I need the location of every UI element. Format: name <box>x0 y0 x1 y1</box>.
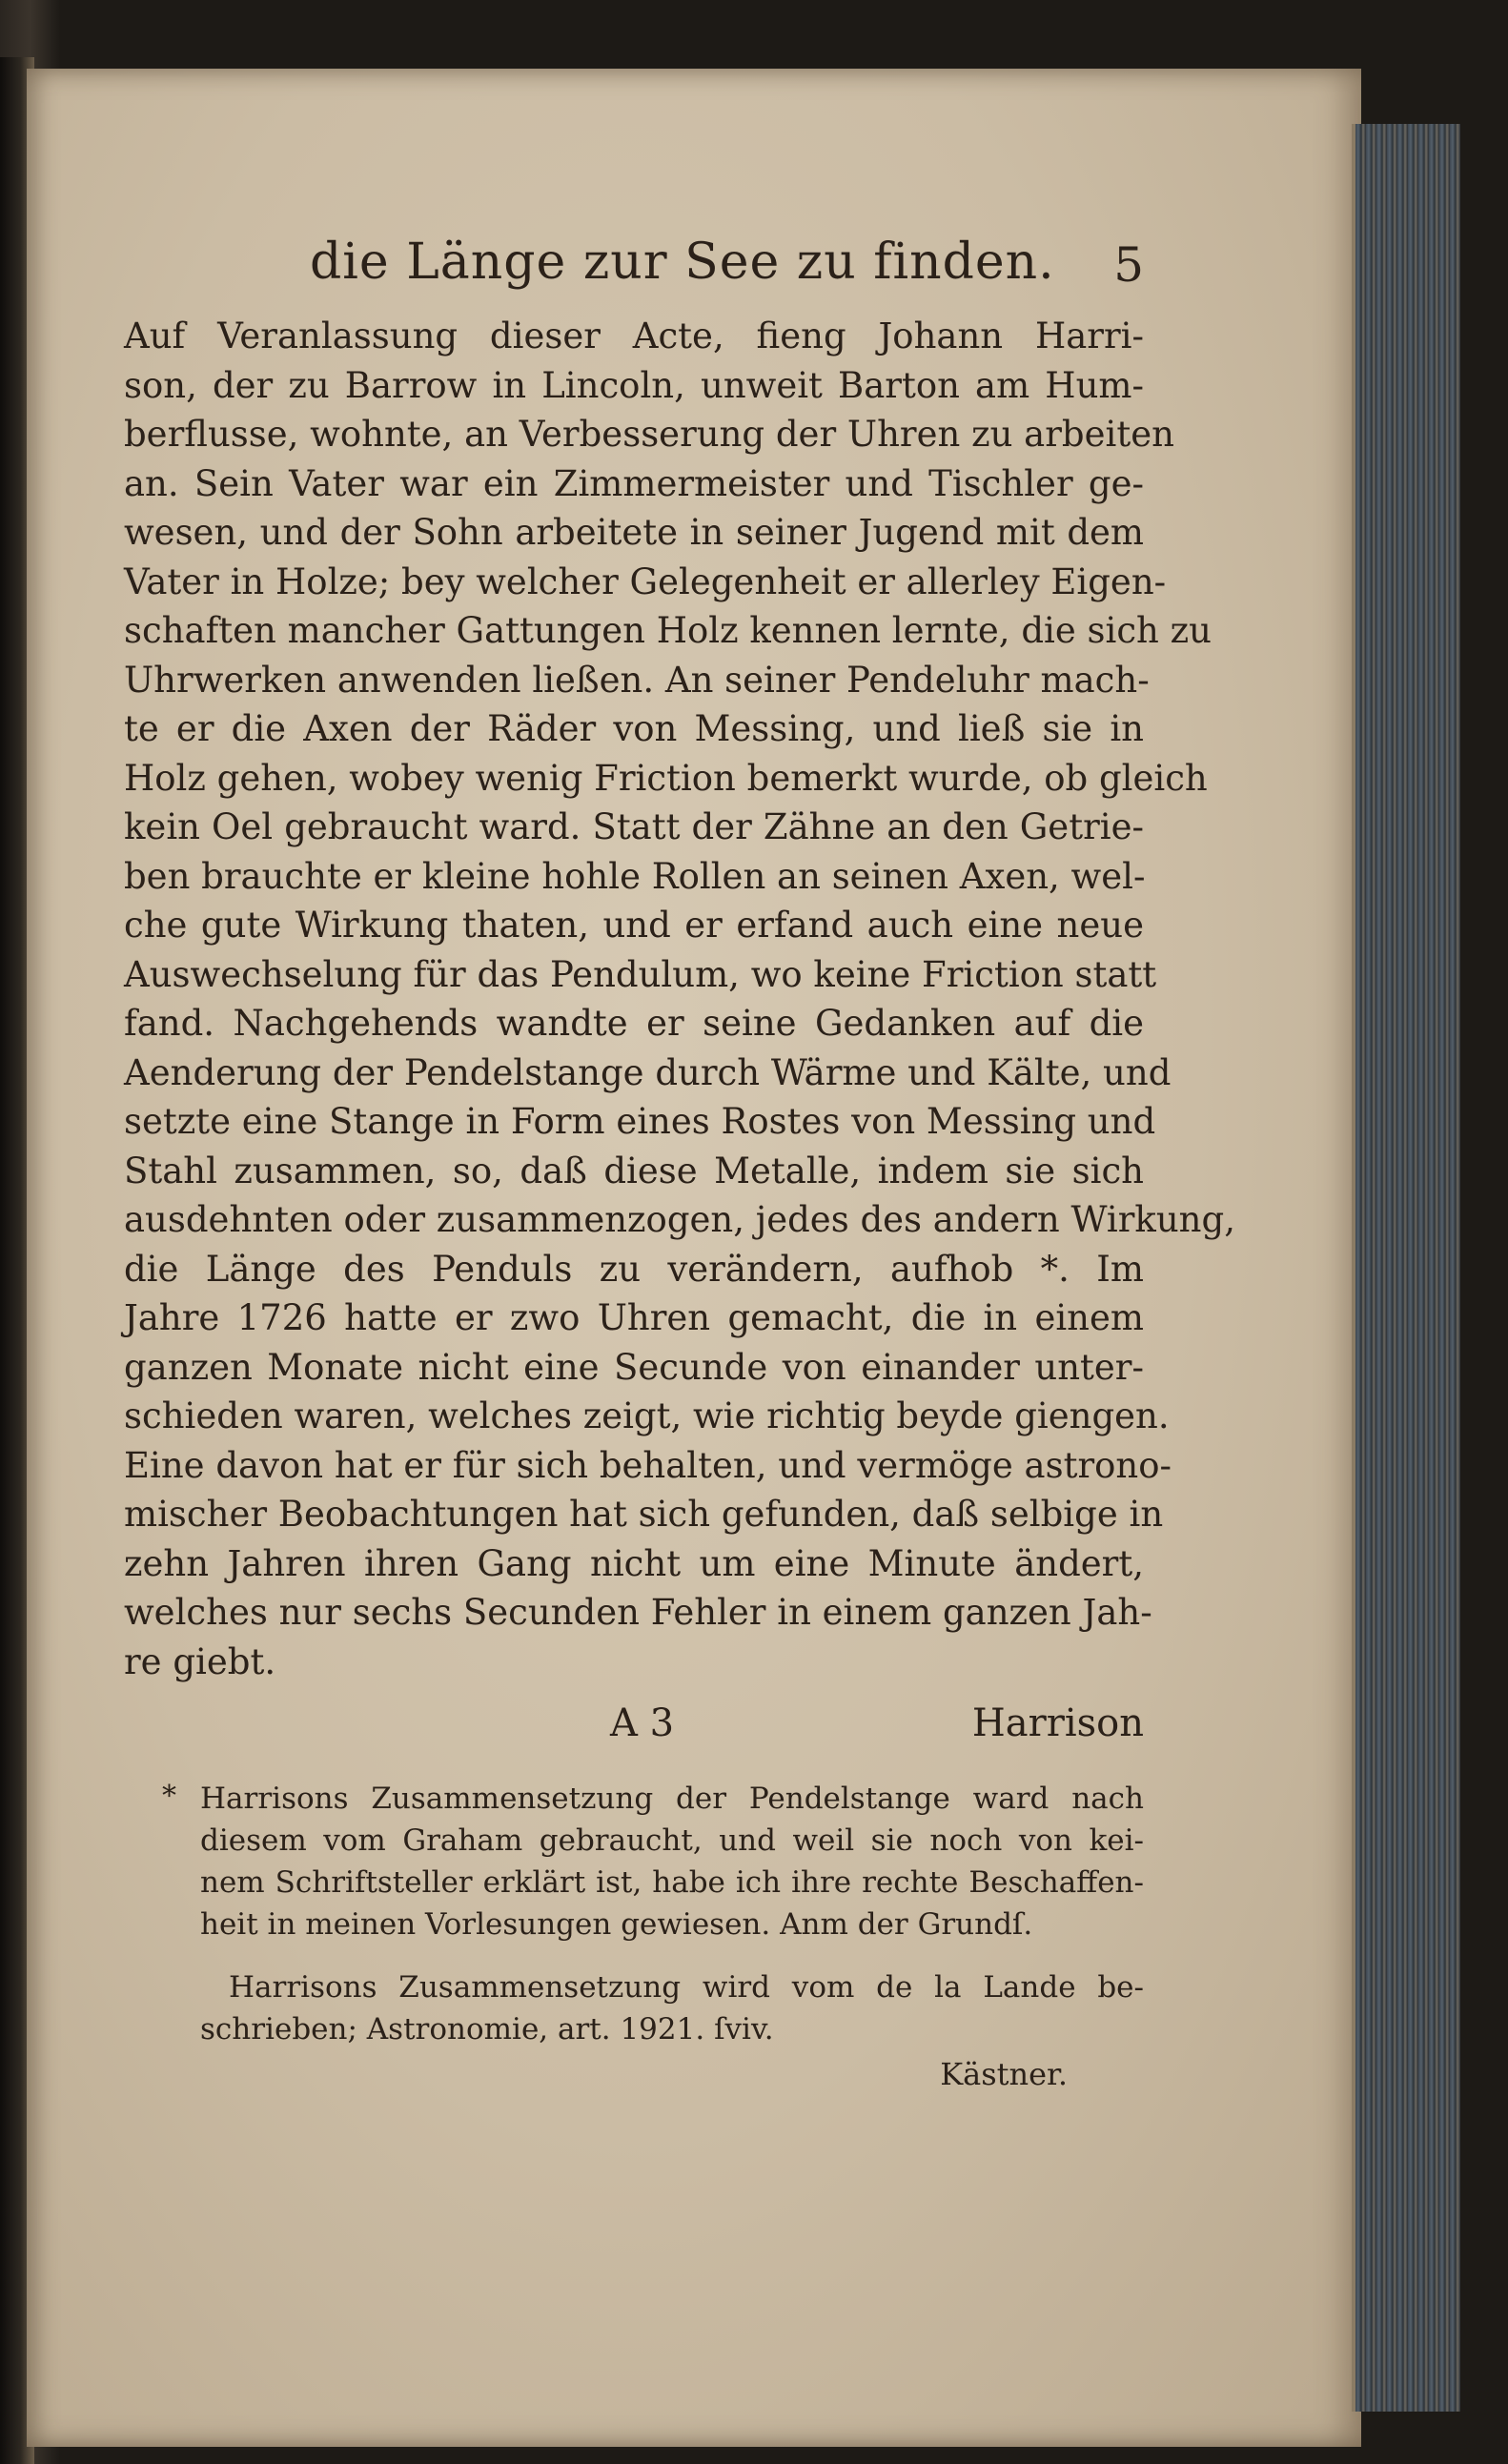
body-line: Jahre 1726 hatte er zwo Uhren gemacht, die in einem <box>124 1297 1144 1338</box>
body-line: Aenderung der Pendelstange durch Wärme und Kälte, und <box>124 1051 1172 1093</box>
body-line: schaften mancher Gattungen Holz kennen lernte, die sich zu <box>124 610 1212 651</box>
signature-mark: A 3 <box>610 1701 675 1745</box>
body-line: zehn Jahren ihren Gang nicht um eine Minute ändert, <box>124 1542 1144 1584</box>
page-number: 5 <box>1113 237 1144 293</box>
page-text-block <box>124 234 1235 2098</box>
body-line: Stahl zusammen, so, daß diese Metalle, indem sie sich <box>124 1150 1144 1191</box>
body-line: Auswechselung für das Pendulum, wo keine Friction statt <box>124 953 1157 995</box>
body-line: setzte eine Stange in Form eines Rostes von Messing und <box>124 1101 1156 1142</box>
body-line: mischer Beobachtungen hat sich gefunden, daß selbige in <box>124 1494 1164 1535</box>
body-line: Eine davon hat er für sich behalten, und vermöge astrono- <box>124 1444 1172 1486</box>
footnote-addendum <box>172 1966 1144 2098</box>
body-line: Uhrwerken anwenden ließen. An seiner Pendeluhr mach- <box>124 659 1150 701</box>
body-text <box>124 312 1235 1686</box>
running-head: die Länge zur See zu finden. <box>310 234 1055 291</box>
body-line: kein Oel gebraucht ward. Statt der Zähne an den Getrie- <box>124 806 1144 847</box>
body-line: die Länge des Penduls zu verändern, aufhob *. Im <box>124 1248 1144 1290</box>
footnote-line: Harrisons Zusammensetzung wird vom de la Lande be- <box>229 1970 1144 2005</box>
page-header <box>124 234 1144 312</box>
footnote-line: diesem vom Graham gebraucht, und weil sie noch von kei- <box>200 1823 1144 1858</box>
body-line: re giebt. <box>124 1640 276 1682</box>
body-line: wesen, und der Sohn arbeitete in seiner Jugend mit dem <box>124 512 1144 553</box>
footnote-signature: Kästner. <box>940 2056 1068 2092</box>
body-line: an. Sein Vater war ein Zimmermeister und Tischler ge- <box>124 462 1144 504</box>
footnote-line: nem Schriftsteller erklärt ist, habe ich ihre rechte Beschaffen- <box>200 1865 1144 1900</box>
body-line: son, der zu Barrow in Lincoln, unweit Barton am Hum- <box>124 364 1144 406</box>
body-line: Auf Veranlassung dieser Acte, fieng Johann Harri- <box>124 316 1144 356</box>
page-edges-right <box>1352 124 1460 2412</box>
footnote-line: heit in meinen Vorlesungen gewiesen. Anm der Grundſ. <box>200 1907 1033 1942</box>
body-line: welches nur sechs Secunden Fehler in einem ganzen Jah- <box>124 1592 1152 1633</box>
page-footer <box>124 1692 1144 1759</box>
body-line: ben brauchte er kleine hohle Rollen an seinen Axen, wel- <box>124 855 1146 897</box>
body-line: che gute Wirkung thaten, und er erfand auch eine neue <box>124 905 1144 946</box>
footnote-line: Harrisons Zusammensetzung der Pendelstange ward nach <box>200 1782 1144 1816</box>
body-line: Holz gehen, wobey wenig Friction bemerkt wurde, ob gleich <box>124 757 1208 799</box>
body-line: te er die Axen der Räder von Messing, und ließ sie in <box>124 708 1144 749</box>
footnote-line: schrieben; Astronomie, art. 1921. ſviv. <box>200 2012 774 2047</box>
body-line: Vater in Holze; bey welcher Gelegenheit er allerley Eigen- <box>124 560 1167 602</box>
body-line: berflusse, wohnte, an Verbesserung der Uhren zu arbeiten <box>124 414 1174 455</box>
footnote-marker: * <box>162 1780 176 1813</box>
catchword: Harrison <box>971 1701 1144 1745</box>
body-line: fand. Nachgehends wandte er seine Gedanken auf die <box>124 1003 1144 1044</box>
body-line: schieden waren, welches zeigt, wie richtig beyde giengen. <box>124 1395 1170 1436</box>
footnote <box>162 1778 1144 1945</box>
body-line: ausdehnten oder zusammenzogen, jedes des andern Wirkung, <box>124 1199 1235 1240</box>
footnotes <box>124 1778 1144 2098</box>
body-line: ganzen Monate nicht eine Secunde von einander unter- <box>124 1346 1144 1388</box>
